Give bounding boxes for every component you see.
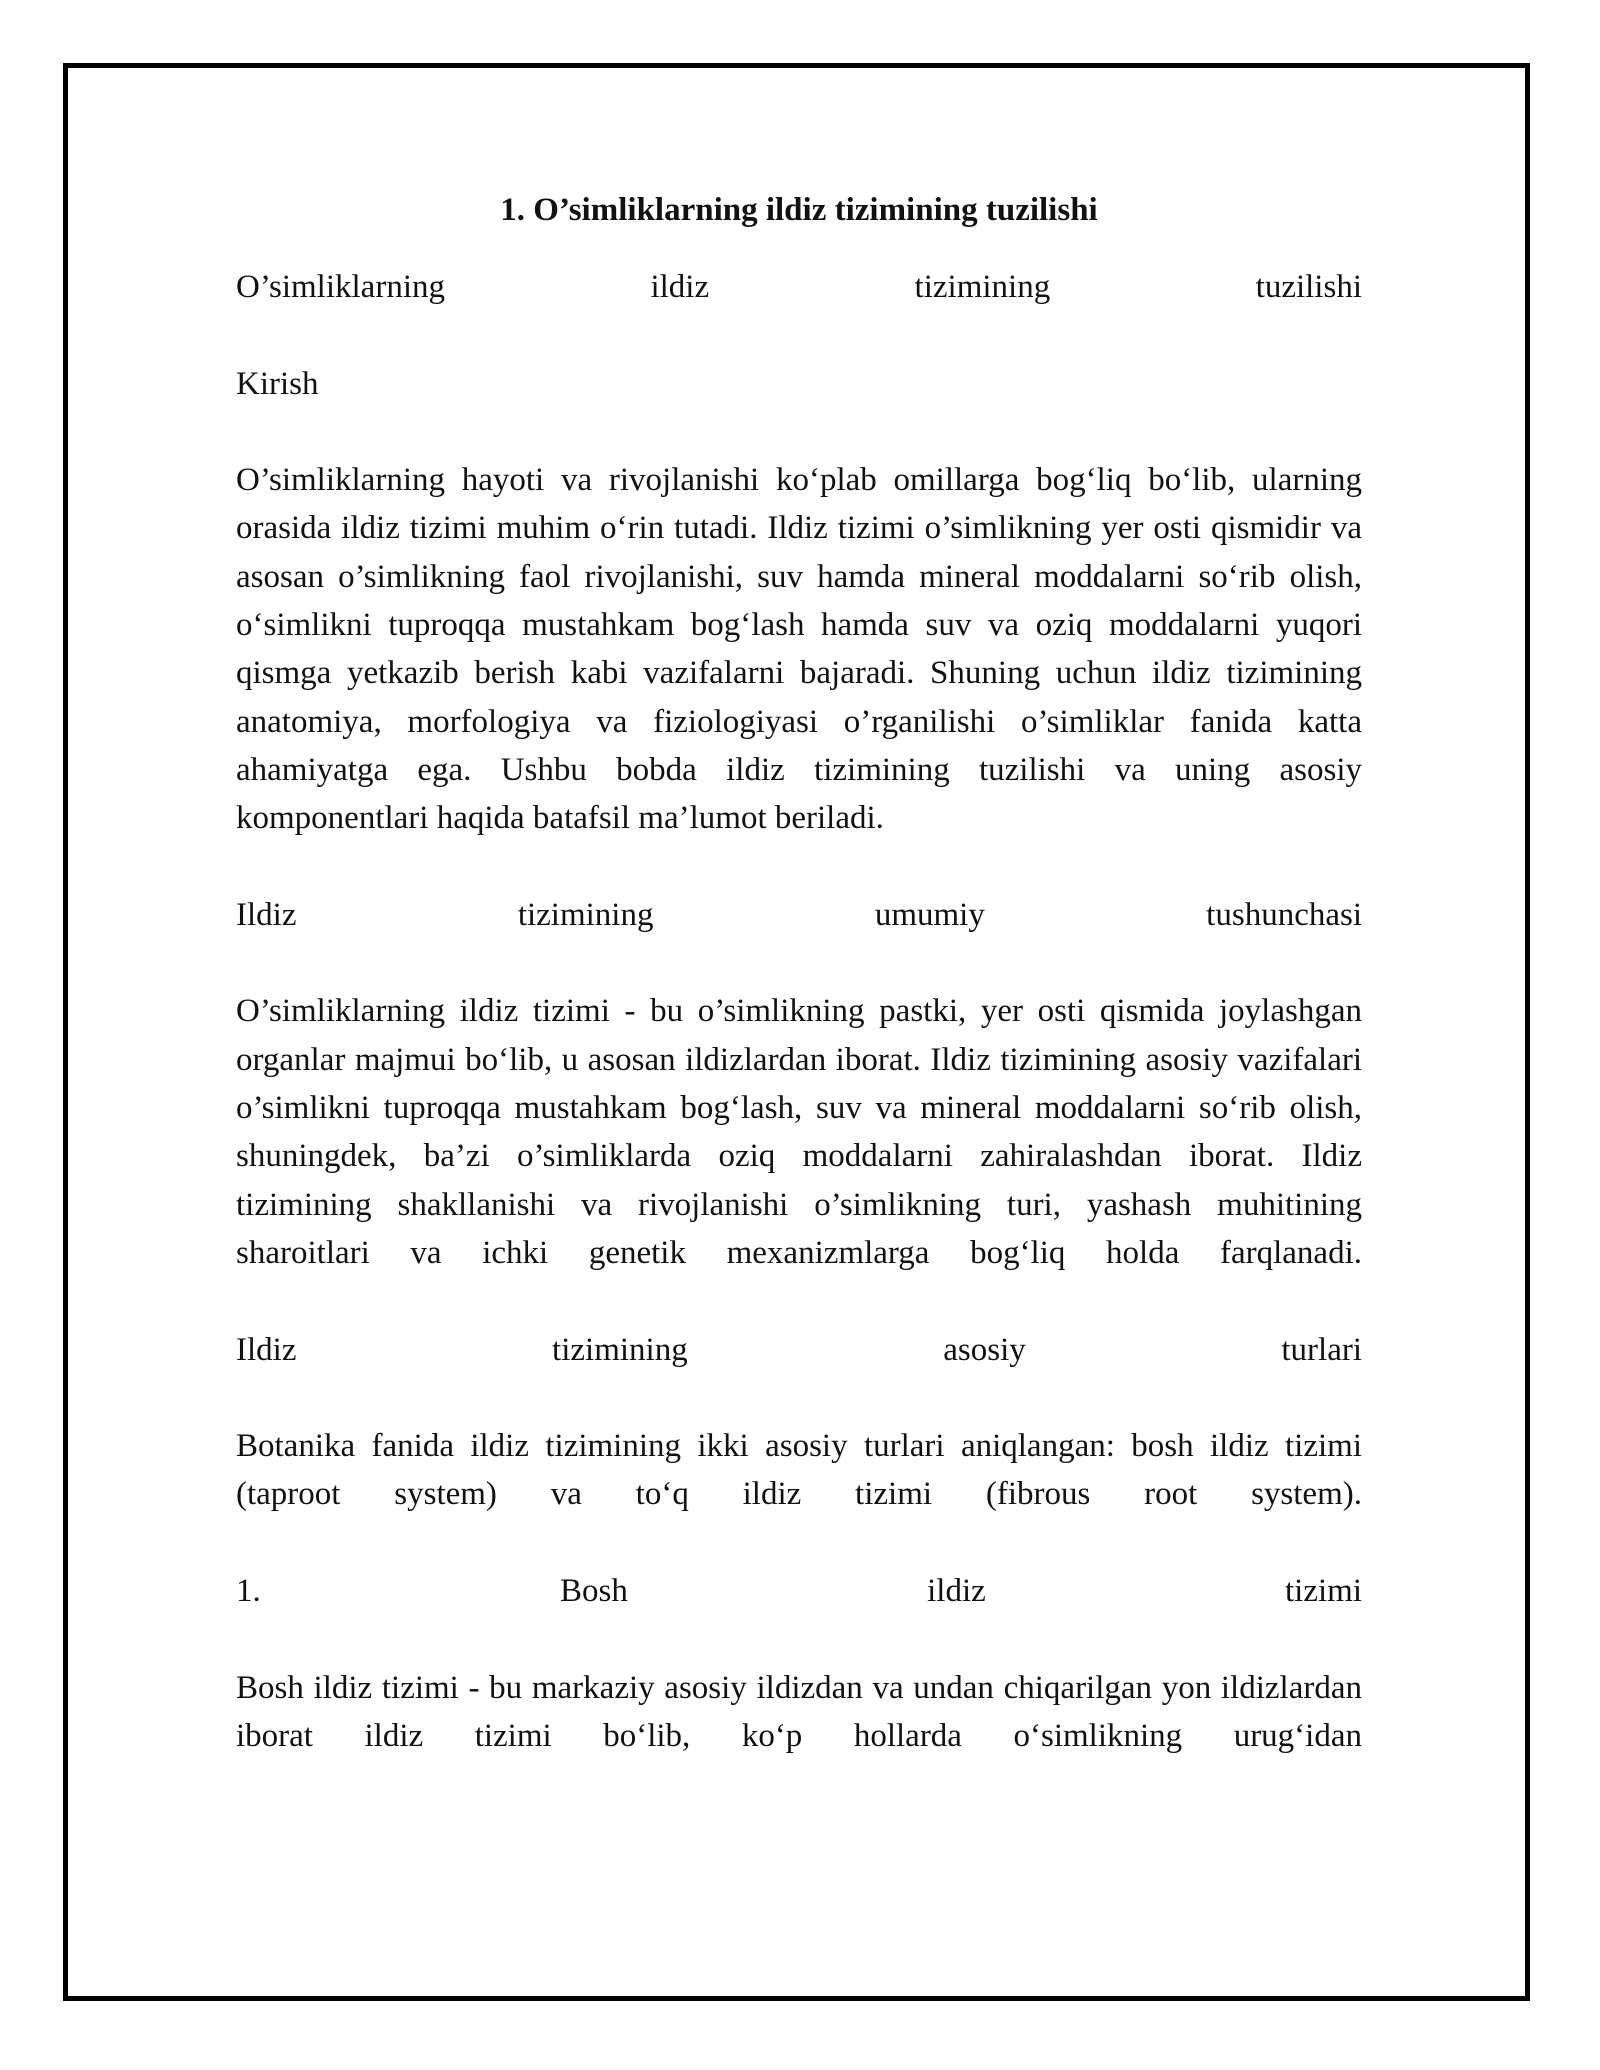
intro-paragraph: O’simliklarning hayoti va rivojlanishi ko‘plab omillarga bog‘liq bo‘lib, ularning orasida ildiz tizimi muhim o‘rin tutadi. Ildiz tizimi o’simlikning yer osti qismidir va asosan o’simlikning faol rivojlanishi, suv hamda mineral moddalarni so‘rib olish, o‘simlikni tuproqqa mustahkam bog‘lash hamda suv va oziq moddalarni yuqori qismga yetkazib berish kabi vazifalarni bajaradi. Shuning uchun ildiz tizimining anatomiya, morfologiya va fiziologiyasi o’rganilishi o’simliklar fanida katta ahamiyatga ega. Ushbu bobda ildiz tizimining tuzilishi va uning asosiy komponentlari haqida batafsil ma’lumot beriladi. <box>236 462 1362 837</box>
document-title: 1. O’simliklarning ildiz tizimining tuzilishi <box>500 192 1098 228</box>
document-body <box>236 185 1362 1760</box>
types-paragraph: Botanika fanida ildiz tizimining ikki asosiy turlari aniqlangan: bosh ildiz tizimi (taproot system) va to‘q ildiz tizimi (fibrous root system). <box>236 1428 1362 1513</box>
general-paragraph: O’simliklarning ildiz tizimi - bu o’simlikning pastki, yer osti qismida joylashgan organlar majmui bo‘lib, u asosan ildizlardan iborat. Ildiz tizimining asosiy vazifalari o’simlikni tuproqqa mustahkam bog‘lash, suv va mineral moddalarni so‘rib olish, shuningdek, ba’zi o’simliklarda oziq moddalarni zahiralashdan iborat. Ildiz tizimining shakllanishi va rivojlanishi o’simlikning turi, yashash muhitining sharoitlari va ichki genetik mexanizmlarga bog‘liq holda farqlanadi. <box>236 993 1362 1271</box>
taproot-paragraph: Bosh ildiz tizimi - bu markaziy asosiy ildizdan va undan chiqarilgan yon ildizlardan iborat ildiz tizimi bo‘lib, ko‘p hollarda o‘simlikning urug‘idan <box>236 1669 1362 1754</box>
section-heading-kirish: Kirish <box>236 365 319 402</box>
heading-repeat: O’simliklarning ildiz tizimining tuzilishi <box>236 269 1362 305</box>
subsection-heading-taproot: 1. Bosh ildiz tizimi <box>236 1573 1362 1610</box>
section-heading-general: Ildiz tizimining umumiy tushunchasi <box>236 896 1362 933</box>
section-heading-types: Ildiz tizimining asosiy turlari <box>236 1331 1362 1368</box>
